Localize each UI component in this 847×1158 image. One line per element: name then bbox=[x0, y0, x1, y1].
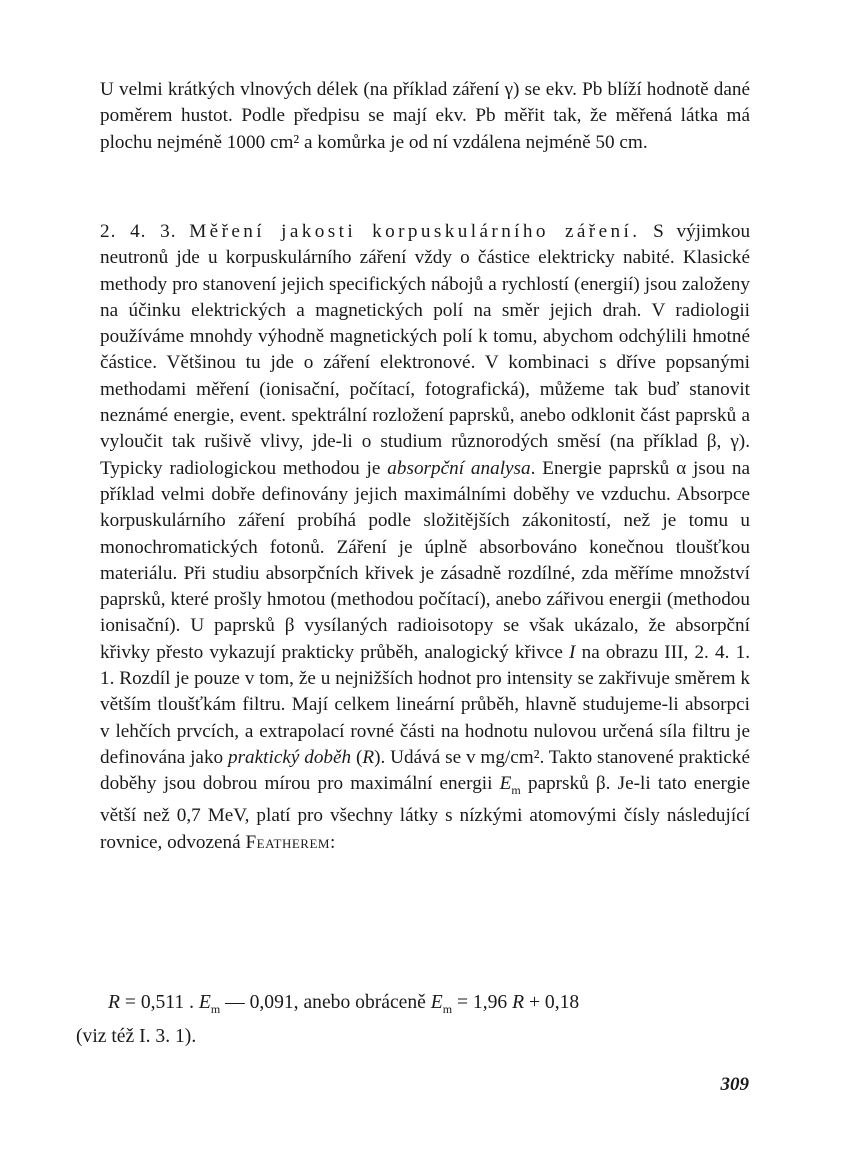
formula-part-4: + 0,18 bbox=[524, 992, 580, 1013]
emphasis-e-m: E bbox=[499, 773, 512, 795]
section-paragraph bbox=[100, 219, 750, 856]
section-text-b: . Energie paprsků α jsou na příklad velmi dobře definovány jejich maximálními doběhy ve vzduchu. Absorpce korpuskulárního záření probíhá podle složitějších zákonitostí, než je tomu u monochromatických fotonů. Záření je úplně absorbováno konečnou tloušťkou materiálu. Při studiu absorpčních křivek je zásadně rozdílné, zda měříme množství paprsků, které prošly hmotou (methodou počítací), anebo zářivou energii (methodou ionisační). U paprsků β vysílaných radioisotopy se však ukázalo, že absorpční křivky přesto vykazují prakticky průběh, analogický křivce bbox=[100, 457, 751, 663]
formula-line-1 bbox=[100, 989, 750, 1023]
section-text-a: S výjimkou neutronů jde u korpuskulárního záření vždy o částice elektricky nabité. Klasické methody pro stanovení jejich specifických nábojů a rychlostí (energií) jsou založeny na účinku elektrických a magnetických polí na směr jejich drah. V radiologii používáme mnohdy výhodně magnetických polí k tomu, abychom odchýlili hmotné částice. Většinou tu jde o záření elektronové. V kombinaci s dříve popsanými methodami měření (ionisační, počítací, fotografická), můžeme tak buď stanovit neznámé energie, event. spektrální rozložení paprsků, anebo odklonit část paprsků a vyloučit tak rušivě vlivy, jde-li o studium různorodých směsí (na příklad β, γ). Typicky radiologickou methodou je bbox=[100, 221, 751, 479]
emphasis-absorption-analysis: absorpční analysa bbox=[387, 457, 531, 479]
emphasis-r: R bbox=[362, 746, 375, 768]
section-text-g: : bbox=[329, 831, 336, 853]
section-number: 2. 4. 3. bbox=[100, 221, 177, 242]
formula-part-2: — 0,091, anebo obráceně bbox=[220, 992, 431, 1013]
formula-part-3: = 1,96 bbox=[452, 992, 513, 1013]
formula-r-2: R bbox=[512, 992, 525, 1013]
author-name: Featherem bbox=[245, 831, 330, 853]
formula-part-1: = 0,511 . bbox=[119, 992, 199, 1013]
section-text-c: na obrazu III, 2. 4. 1. 1. Rozdíl je pouze v tom, že u nejnižších hodnot pro intensity se zakřivuje směrem k větším tloušťkám filtru. Mají celkem lineární průběh, hlavně studujeme-li absorpci v lehčích prvcích, a extrapolací rovné části na hodnotu nulovou určená síla filtru je definována jako bbox=[100, 641, 750, 768]
formula-e-sub: m bbox=[210, 1001, 221, 1016]
section-title: Měření jakosti korpuskulárního záření. bbox=[189, 221, 641, 242]
section-text-e: ). Udává se v mg/cm². Takto stanovené praktické doběhy jsou dobrou mírou pro maximální energii bbox=[100, 746, 750, 795]
formula-block bbox=[76, 989, 750, 1050]
formula-r: R bbox=[108, 992, 120, 1013]
paragraph-intro: U velmi krátkých vlnových délek (na příklad záření γ) se ekv. Pb blíží hodnotě dané poměrem hustot. Podle předpisu se mají ekv. Pb měřit tak, že měřená látka má plochu nejméně 1000 cm² a komůrka je od ní vzdálena nejméně 50 cm. bbox=[100, 79, 750, 153]
section-text-d: ( bbox=[356, 746, 363, 768]
formula-e-sub-2: m bbox=[442, 1001, 453, 1016]
emphasis-curve-i: I bbox=[569, 641, 576, 663]
formula-line-2: (viz též I. 3. 1). bbox=[76, 1025, 197, 1047]
subscript-m: m bbox=[511, 783, 521, 798]
section-text-f: paprsků β. Je-li tato energie větší než 0,7 MeV, platí pro všechny látky s nízkými atomovými čísly následující rovnice, odvozená bbox=[100, 773, 751, 853]
formula-e: E bbox=[198, 992, 211, 1013]
formula-e-2: E bbox=[430, 992, 443, 1013]
emphasis-practical-range: praktický doběh bbox=[228, 746, 352, 768]
page-number: 309 bbox=[720, 1074, 749, 1095]
